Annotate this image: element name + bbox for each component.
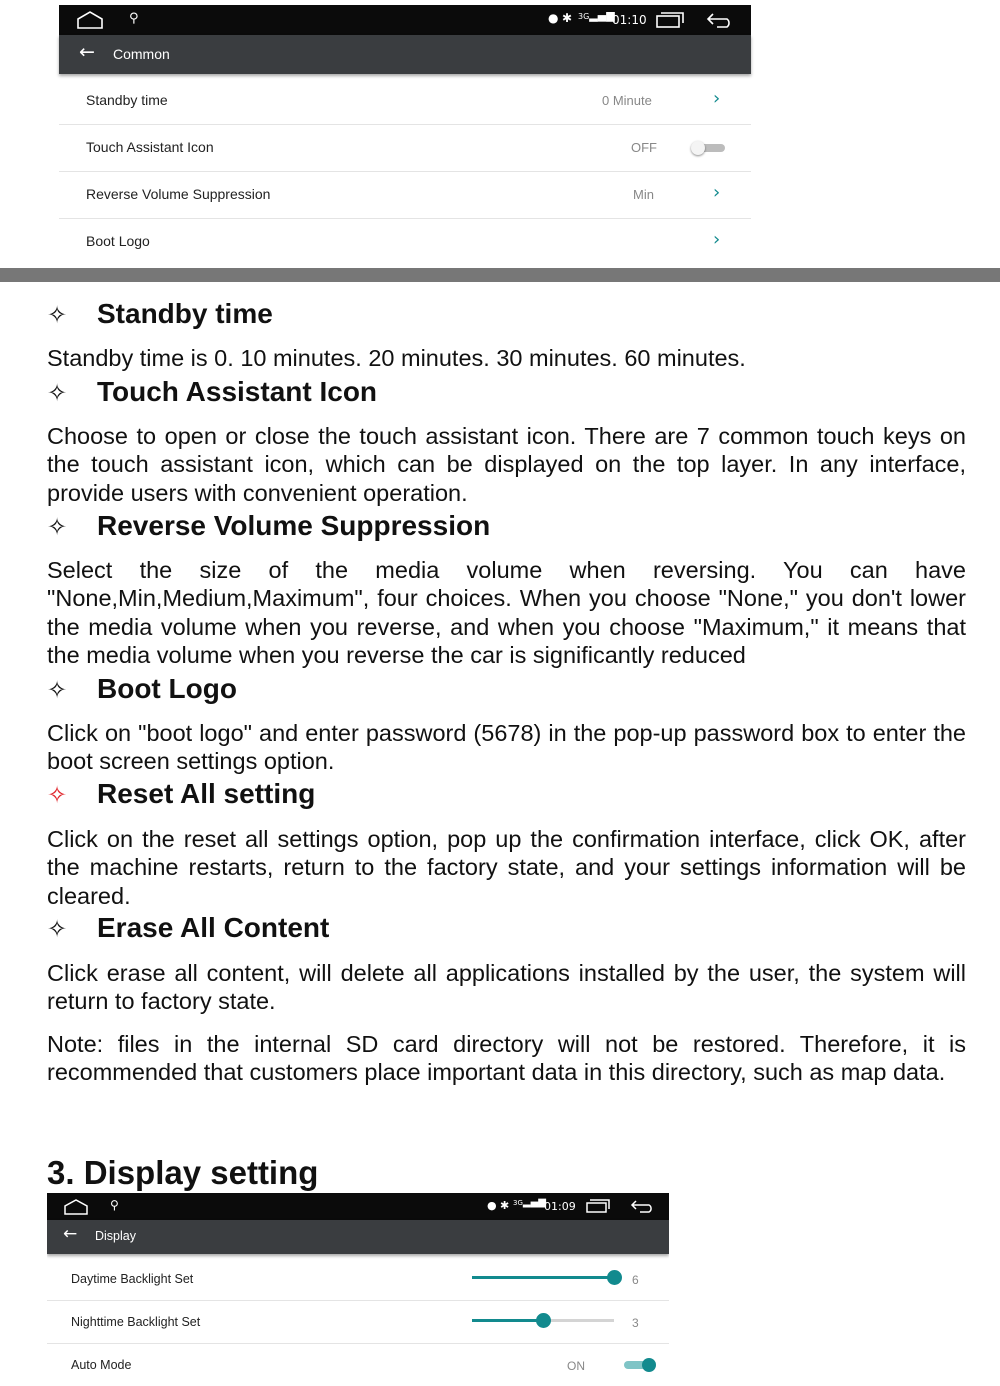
setting-label: Standby time: [86, 92, 168, 108]
star-bullet-icon: ✧: [47, 676, 68, 704]
setting-row-auto-mode[interactable]: [47, 1344, 669, 1386]
setting-label: Nighttime Backlight Set: [71, 1315, 201, 1329]
chevron-right-icon: ›: [713, 182, 721, 203]
recent-apps-icon[interactable]: [585, 1198, 611, 1214]
home-icon[interactable]: [76, 10, 104, 30]
signal-icon: 3G▂▄▆: [513, 1197, 546, 1208]
usb-icon: ⚲: [110, 1198, 119, 1212]
setting-label: Touch Assistant Icon: [86, 139, 214, 155]
heading-boot-logo: ✧ Boot Logo: [47, 673, 237, 704]
clock-time: 01:09: [544, 1200, 576, 1213]
setting-value: 3: [632, 1316, 639, 1330]
slider-thumb[interactable]: [536, 1313, 551, 1328]
slider-thumb[interactable]: [607, 1270, 622, 1285]
section-3-heading: 3. Display setting: [47, 1154, 319, 1191]
display-settings-screenshot: [47, 1193, 669, 1386]
bluetooth-icon: ✱: [562, 11, 573, 25]
setting-row-boot-logo[interactable]: [59, 219, 751, 265]
home-icon[interactable]: [63, 1198, 89, 1216]
location-icon: ●: [548, 11, 559, 25]
setting-label: Daytime Backlight Set: [71, 1272, 194, 1286]
paragraph-reset-all: Click on the reset all settings option, pop up the confirmation interface, click OK, after the machine restarts, return to the factory state, and your settings information will be cleared.: [47, 826, 966, 909]
setting-row-nighttime-backlight[interactable]: [47, 1301, 669, 1344]
app-bar: [59, 35, 751, 74]
paragraph-standby-time: Standby time is 0. 10 minutes. 20 minutes. 30 minutes. 60 minutes.: [47, 345, 746, 371]
paragraph-reverse-volume: Select the size of the media volume when reversing. You can have "None,Min,Medium,Maximum", four choices. When you choose "None," you don't lower the media volume when you reverse, and when you choose "Maximum," it means that the media volume when you reverse the car is significantly reduced: [47, 557, 966, 668]
slider-fill: [472, 1276, 614, 1279]
star-bullet-icon: ✧: [47, 513, 68, 541]
auto-mode-toggle[interactable]: [624, 1358, 656, 1372]
star-bullet-icon: ✧: [47, 301, 68, 329]
setting-row-reverse-volume[interactable]: [59, 172, 751, 219]
heading-erase-all: ✧ Erase All Content: [47, 912, 330, 943]
page-title: Common: [113, 46, 170, 62]
page-title: Display: [95, 1229, 136, 1243]
nighttime-backlight-slider[interactable]: [472, 1319, 614, 1322]
clock-time: 01:10: [612, 13, 647, 27]
star-bullet-icon: ✧: [47, 379, 68, 407]
back-nav-icon[interactable]: [705, 11, 735, 29]
heading-standby-time: ✧ Standby time: [47, 298, 273, 329]
usb-icon: ⚲: [129, 11, 139, 26]
paragraph-erase-all: Click erase all content, will delete all applications installed by the user, the system will return to factory state.: [47, 960, 966, 1015]
setting-value: 0 Minute: [602, 93, 652, 108]
common-settings-screenshot: [59, 0, 751, 268]
star-bullet-icon: ✧: [47, 781, 68, 809]
toggle-knob: [642, 1358, 656, 1372]
chevron-right-icon: ›: [713, 229, 721, 250]
section-divider: [0, 268, 1000, 282]
toggle-knob: [691, 141, 705, 155]
heading-touch-assistant: ✧ Touch Assistant Icon: [47, 376, 378, 407]
signal-icon: 3G▂▄▆: [578, 9, 615, 22]
setting-value: OFF: [631, 140, 657, 155]
setting-row-standby-time[interactable]: [59, 78, 751, 125]
star-bullet-icon: ✧: [47, 915, 68, 943]
daytime-backlight-slider[interactable]: [472, 1276, 614, 1279]
location-icon: ●: [487, 1199, 497, 1212]
back-nav-icon[interactable]: [629, 1198, 657, 1214]
app-bar: [47, 1220, 669, 1254]
back-arrow-icon[interactable]: ←: [79, 41, 95, 63]
setting-value: Min: [633, 187, 654, 202]
setting-label: Reverse Volume Suppression: [86, 186, 271, 202]
recent-apps-icon[interactable]: [655, 11, 685, 29]
setting-label: Boot Logo: [86, 233, 150, 249]
slider-fill: [472, 1319, 543, 1322]
setting-value: ON: [567, 1359, 585, 1373]
paragraph-note: Note: files in the internal SD card directory will not be restored. Therefore, it is recommended that customers place important data in this directory, such as map data.: [47, 1031, 966, 1086]
setting-label: Auto Mode: [71, 1358, 132, 1372]
back-arrow-icon[interactable]: ←: [63, 1224, 78, 1244]
setting-value: 6: [632, 1273, 639, 1287]
status-bar: [47, 1193, 669, 1220]
heading-reset-all: ✧ Reset All setting: [47, 778, 316, 809]
touch-assistant-toggle[interactable]: [691, 141, 725, 155]
paragraph-touch-assistant: Choose to open or close the touch assistant icon. There are 7 common touch keys on the touch assistant icon, which can be displayed on the top layer. In any interface, provide users with convenient operation.: [47, 423, 966, 506]
chevron-right-icon: ›: [713, 88, 721, 109]
setting-row-touch-assistant-icon[interactable]: [59, 125, 751, 172]
setting-row-daytime-backlight[interactable]: [47, 1258, 669, 1301]
paragraph-boot-logo: Click on "boot logo" and enter password (5678) in the pop-up password box to enter the boot screen settings option.: [47, 720, 966, 775]
status-bar: [59, 5, 751, 35]
heading-reverse-volume: ✧ Reverse Volume Suppression: [47, 510, 491, 541]
bluetooth-icon: ✱: [500, 1199, 510, 1212]
